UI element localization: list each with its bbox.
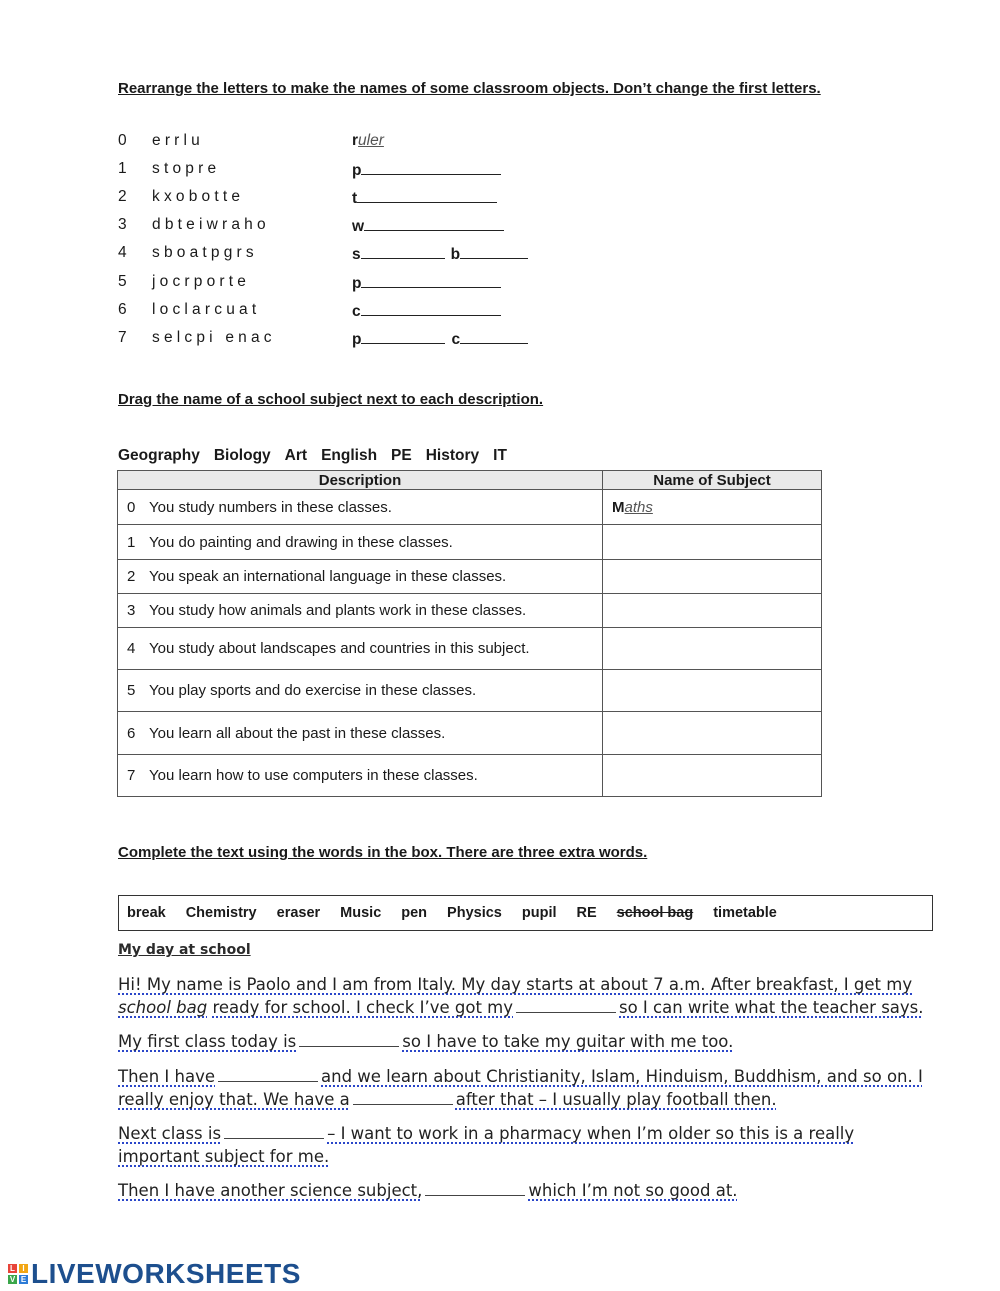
row-number: 1 <box>127 533 136 551</box>
logo-text: LIVEWORKSHEETS <box>31 1258 301 1289</box>
table-row <box>118 560 822 594</box>
scrambled-letters: stopre <box>152 160 221 177</box>
subject-chip[interactable]: IT <box>493 447 507 464</box>
answer <box>352 188 497 208</box>
table-row <box>118 670 822 712</box>
table-row <box>118 628 822 670</box>
paragraph-1 <box>118 973 938 1019</box>
scrambled-letters: sboatpgrs <box>152 244 258 261</box>
item-number: 1 <box>118 160 127 177</box>
paragraph-text: which I’m not so good at. <box>528 1181 738 1200</box>
unscramble-row <box>118 132 618 156</box>
column-header-subject: Name of Subject <box>603 471 822 490</box>
paragraph-text: ready for school. I check I’ve got my <box>212 998 513 1017</box>
answer-gap-6[interactable] <box>425 1181 525 1196</box>
example-answer: aths <box>624 498 653 516</box>
subject-chip[interactable]: PE <box>391 447 412 464</box>
answer-first-letter: p <box>352 162 362 179</box>
description-text: You learn all about the past in these classes. <box>149 724 446 742</box>
answer-blank[interactable] <box>357 188 497 203</box>
answer-first-letter: b <box>450 246 461 263</box>
word-chip[interactable]: pupil <box>521 905 557 921</box>
description-cell <box>118 670 603 712</box>
answer <box>352 301 501 321</box>
answer-blank[interactable] <box>361 273 501 288</box>
word-chip[interactable]: Physics <box>447 905 502 921</box>
unscramble-row <box>118 301 618 325</box>
item-number: 4 <box>118 244 127 261</box>
answer <box>352 216 504 236</box>
answer-first-letter: w <box>352 218 365 235</box>
scrambled-letters: selcpi enac <box>152 329 276 346</box>
paragraph-text: My first class today is <box>118 1032 297 1051</box>
subject-drop-cell[interactable] <box>603 525 822 560</box>
paragraph-text: so I can write what the teacher says. <box>619 998 924 1017</box>
word-chip[interactable]: eraser <box>276 905 321 921</box>
column-header-description: Description <box>118 471 603 490</box>
answer-gap-1[interactable] <box>516 998 616 1013</box>
word-chip[interactable]: pen <box>401 905 428 921</box>
example-answer: uler <box>358 132 384 149</box>
row-number: 4 <box>127 640 136 657</box>
subject-chip[interactable]: History <box>425 447 480 464</box>
answer-blank[interactable] <box>361 244 445 259</box>
example-answer-first: M <box>612 498 625 516</box>
answer-gap-3[interactable] <box>218 1067 318 1082</box>
answer <box>352 160 501 180</box>
description-cell <box>118 560 603 594</box>
subject-drop-cell <box>603 490 822 525</box>
paragraph-text: Then I have another science subject, <box>118 1181 423 1200</box>
unscramble-row <box>118 216 618 240</box>
description-cell <box>118 594 603 628</box>
answer-gap-2[interactable] <box>299 1032 399 1047</box>
subject-chip[interactable]: Geography <box>118 447 200 464</box>
answer-blank[interactable] <box>361 329 445 344</box>
word-chip[interactable]: Chemistry <box>185 905 257 921</box>
description-cell <box>118 490 603 525</box>
paragraph-text: so I have to take my guitar with me too. <box>402 1032 734 1051</box>
row-number: 7 <box>127 767 136 784</box>
word-chip[interactable]: Music <box>340 905 382 921</box>
logo-mark-icon: L I V E <box>9 1264 27 1284</box>
unscramble-row <box>118 188 618 212</box>
answer-first-letter: c <box>352 303 361 320</box>
paragraph-text: Then I have <box>118 1067 215 1086</box>
description-cell <box>118 628 603 670</box>
answer <box>352 132 384 150</box>
table-row <box>118 490 822 525</box>
scrambled-letters: jocrporte <box>152 273 251 290</box>
answer <box>352 329 528 349</box>
table-row <box>118 594 822 628</box>
word-box <box>118 895 933 931</box>
paragraph-5 <box>118 1179 938 1202</box>
answer-first-letter: t <box>352 190 358 207</box>
description-text: You do painting and drawing in these classes. <box>149 533 453 551</box>
unscramble-row <box>118 160 618 184</box>
answer-blank[interactable] <box>364 216 504 231</box>
description-text: You study about landscapes and countries in this subject. <box>149 640 530 657</box>
description-cell <box>118 525 603 560</box>
description-text: You study numbers in these classes. <box>149 498 392 516</box>
table-row <box>118 712 822 755</box>
answer-blank[interactable] <box>460 329 528 344</box>
item-number: 0 <box>118 132 127 149</box>
scrambled-letters: kxobotte <box>152 188 245 205</box>
paragraph-text-italic: school bag <box>118 998 208 1017</box>
unscramble-row <box>118 329 618 353</box>
description-cell <box>118 712 603 755</box>
item-number: 2 <box>118 188 127 205</box>
subject-chip[interactable]: Biology <box>213 447 271 464</box>
word-chip[interactable]: RE <box>576 905 597 921</box>
paragraph-text: after that – I usually play football then. <box>455 1090 777 1109</box>
subject-drop-cell[interactable] <box>603 628 822 670</box>
answer-first-letter: p <box>352 331 362 348</box>
answer-first-letter: p <box>352 275 362 292</box>
answer-blank[interactable] <box>361 160 501 175</box>
paragraph-text: – I want to work in a pharmacy when I’m older so this is a really important subject for me. <box>118 1124 855 1166</box>
word-chip[interactable]: school bag <box>616 905 694 921</box>
subject-table <box>117 470 822 797</box>
answer-gap-5[interactable] <box>224 1124 324 1139</box>
item-number: 7 <box>118 329 127 346</box>
subject-drop-cell[interactable] <box>603 594 822 628</box>
row-number: 3 <box>127 602 136 619</box>
item-number: 3 <box>118 216 127 233</box>
item-number: 5 <box>118 273 127 290</box>
subject-drop-cell[interactable] <box>603 670 822 712</box>
subject-chip[interactable]: Art <box>284 447 308 464</box>
table-row <box>118 755 822 797</box>
item-number: 6 <box>118 301 127 318</box>
row-number: 0 <box>127 498 136 516</box>
subject-drop-cell[interactable] <box>603 560 822 594</box>
answer-first-letter: r <box>352 132 359 149</box>
section3-heading: Complete the text using the words in the box. There are three extra words. <box>118 844 648 861</box>
answer-blank[interactable] <box>361 301 501 316</box>
description-text: You speak an international language in these classes. <box>149 568 507 585</box>
subject-chip[interactable]: English <box>321 447 378 464</box>
description-text: You learn how to use computers in these classes. <box>149 767 478 784</box>
answer <box>352 244 528 264</box>
liveworksheets-logo[interactable] <box>8 1258 301 1290</box>
paragraph-text: Next class is <box>118 1124 222 1143</box>
section1-heading: Rearrange the letters to make the names of some classroom objects. Don’t change the first letters. <box>118 80 821 97</box>
row-number: 2 <box>127 568 136 585</box>
paragraph-text: Hi! My name is Paolo and I am from Italy. My day starts at about 7 a.m. After breakfast, I get my <box>118 975 913 994</box>
section2-heading: Drag the name of a school subject next to each description. <box>118 391 544 408</box>
subject-word-bank <box>118 447 521 465</box>
answer-gap-4[interactable] <box>353 1090 453 1105</box>
description-cell <box>118 755 603 797</box>
answer-first-letter: c <box>451 331 461 348</box>
scrambled-letters: errlu <box>152 132 205 149</box>
paragraph-3 <box>118 1065 938 1111</box>
table-row <box>118 525 822 560</box>
row-number: 5 <box>127 682 136 699</box>
paragraph-4 <box>118 1122 938 1168</box>
description-text: You play sports and do exercise in these classes. <box>149 682 477 699</box>
row-number: 6 <box>127 724 136 742</box>
description-text: You study how animals and plants work in these classes. <box>149 602 527 619</box>
paragraph-text: and we learn about Christianity, Islam, Hinduism, Buddhism, and so on. I really enjoy that. We have a <box>118 1067 923 1109</box>
word-chip[interactable]: timetable <box>713 905 777 921</box>
answer-first-letter: s <box>352 246 361 263</box>
answer <box>352 273 501 293</box>
paragraph-2 <box>118 1030 938 1053</box>
scrambled-letters: dbteiwraho <box>152 216 270 233</box>
word-chip[interactable]: break <box>127 905 166 921</box>
unscramble-row <box>118 273 618 297</box>
story-title: My day at school <box>118 942 251 958</box>
subject-drop-cell[interactable] <box>603 712 822 755</box>
answer-blank[interactable] <box>460 244 528 259</box>
scrambled-letters: loclarcuat <box>152 301 261 318</box>
subject-drop-cell[interactable] <box>603 755 822 797</box>
unscramble-row <box>118 244 618 268</box>
